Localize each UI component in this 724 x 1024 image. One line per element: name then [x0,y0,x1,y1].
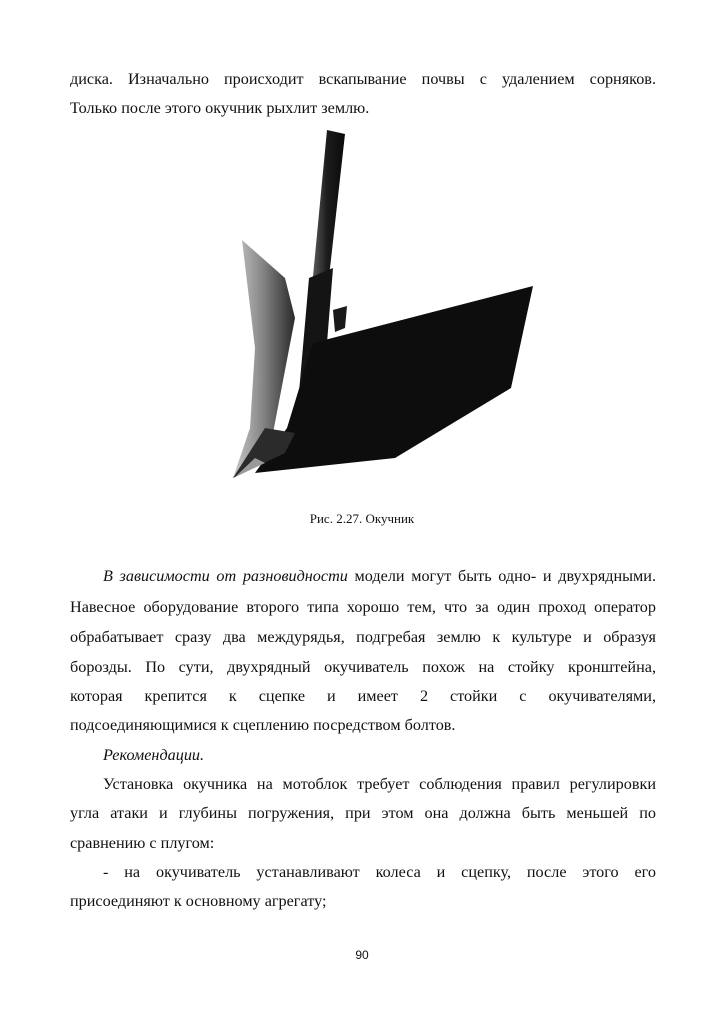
text-line: угла атаки и глубины погружения, при этом она должна быть меньшей по [70,804,656,822]
text-line: сравнению с плугом: [70,834,215,852]
italic-lead: В зависимости от разновидности [103,567,348,585]
figure-caption: Рис. 2.27. Окучник [309,511,415,526]
text-line: присоединяют к основному агрегату; [70,892,327,910]
text-line: Только после этого окучник рыхлит землю. [70,99,370,117]
plow-hiller-illustration [225,128,545,490]
text-line: обрабатывает сразу два междурядья, подгребая землю к культуре и образуя [70,628,656,646]
text-line: борозды. По сути, двухрядный окучиватель похож на стойку кронштейна, [70,658,656,676]
text-line: подсоединяющимися к сцеплению посредством болтов. [70,716,456,734]
list-item: - на окучиватель устанавливают колеса и сцепку, после этого его [103,863,656,881]
text-line [103,566,656,586]
section-heading: Рекомендации. [103,746,205,764]
page-number: 90 [355,948,369,962]
text-line: которая крепится к сцепке и имеет 2 стойки с окучивателями, [70,687,656,705]
text-span: модели могут быть одно- и двухрядными. [347,567,657,585]
text-line: Установка окучника на мотоблок требует соблюдения правил регулировки [103,775,656,793]
plow-hiller-icon [225,128,545,490]
text-line: Навесное оборудование второго типа хорошо тем, что за один проход оператор [70,598,656,616]
text-line: диска. Изначально происходит вскапывание почвы с удалением сорняков. [70,70,656,88]
